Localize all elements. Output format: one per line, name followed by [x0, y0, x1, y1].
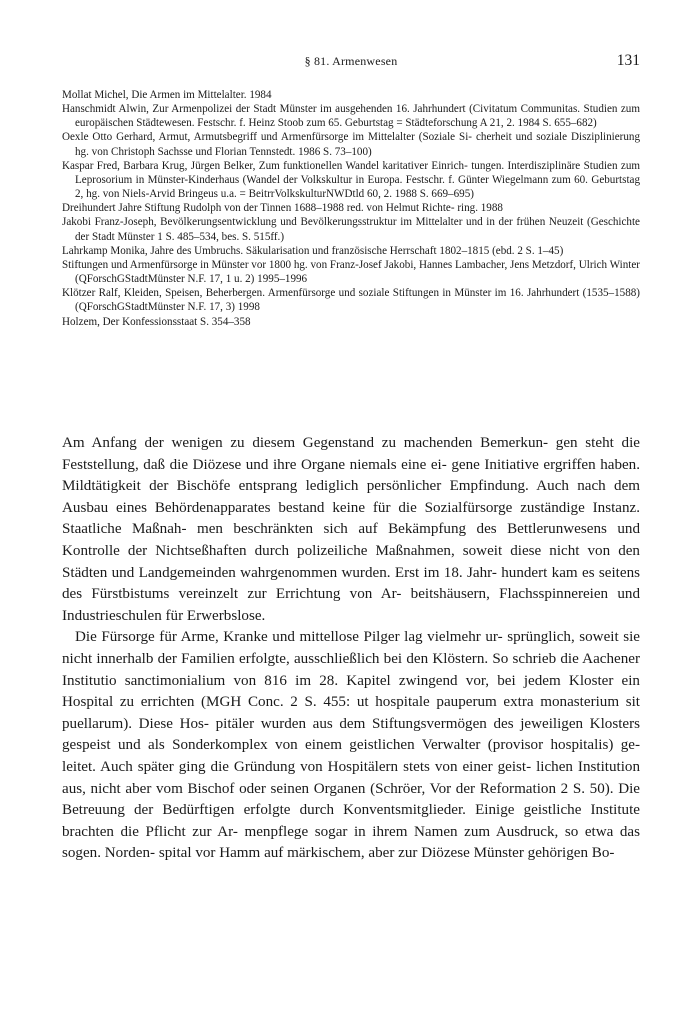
text-line: gene Initiative ergriffen haben. Mildtätigkeit der Bischöfe entsprang lediglich [62, 456, 641, 495]
entry-line: Lambacher, Jens Metzdorf, Ulrich Winter (QForschGStadtMünster N.F. 17, 1 u. 2) [75, 258, 640, 286]
bibliography-entry [62, 159, 640, 201]
text-line: Konventsmitglieder. Einige geistliche Institute brachten die Pflicht zur Ar- [62, 802, 640, 840]
bibliography-entry [62, 130, 640, 158]
entry-line: 1802–1815 (ebd. 2 S. 1–45) [439, 244, 564, 257]
text-line: sprünglich, soweit sie nicht innerhalb der Familien erfolgte, ausschließlich bei [62, 629, 640, 667]
entry-line: Holzem, Der Konfessionsstaat S. 354–358 [62, 315, 251, 328]
entry-line: Dreihundert Jahre Stiftung Rudolph von der Tinnen 1688–1988 red. von Helmut Richte- [62, 202, 455, 215]
entry-line: Oexle Otto Gerhard, Armut, Armutsbegriff und Armenfürsorge im Mittelalter (Soziale Si- [62, 131, 473, 144]
bibliography-list [62, 88, 640, 329]
page-number: 131 [616, 52, 640, 69]
text-line: und als Sonderkomplex von einem geistlichen Verwalter (provisor hospitalis) ge- [118, 737, 640, 754]
text-line: Am Anfang der wenigen zu diesem Gegenstand zu machenden Bemerkun- [62, 435, 549, 451]
bibliography-entry [62, 215, 640, 243]
text-line: den Klöstern. So schrieb die Aachener Institutio sanctimonialium von 816 im [62, 650, 640, 689]
text-line: der Nichtseßhaften durch polizeiliche Maßnahmen, soweit diese nicht von [127, 542, 611, 559]
entry-line: zum 65. Geburtstag = Städteforschung A 21, 2. 1984 S. 655–682) [306, 117, 597, 130]
text-line: beitshäusern, Flachsspinnereien und Industrieschulen für Erwerbslose. [62, 586, 640, 624]
text-line: pitäler wurden aus dem Stiftungsvermögen des jeweiligen Klosters gespeist [62, 715, 640, 754]
body-paragraph [62, 627, 640, 865]
bibliography-entry [62, 258, 640, 286]
entry-line: Mollat Michel, Die Armen im Mittelalter. 1984 [62, 89, 272, 101]
text-line: leitet. Auch später ging die Gründung von Hospitälern stets von einer geist- [62, 758, 532, 775]
text-line: Conc. 2 S. 455: ut hospitale pauperum extra monasterium sit puellarum). Diese Hos- [62, 694, 641, 732]
entry-line: 1986 S. 73–100) [298, 145, 372, 158]
text-line: hundert kam es seitens des Fürstbistums vereinzelt zur Errichtung von Ar- [62, 564, 640, 603]
bibliography-entry [62, 102, 640, 130]
entry-line: Klötzer Ralf, Kleiden, Speisen, Beherbergen. Armenfürsorge und soziale Stiftungen in [62, 287, 451, 300]
bibliography-entry [62, 286, 640, 314]
bibliography-entry [62, 88, 640, 102]
text-line: gen steht die Feststellung, daß die Diözese und ihre Organe niemals eine ei- [62, 435, 640, 473]
section-title: § 81. Armenwesen [304, 54, 398, 68]
entry-line: Stiftungen und Armenfürsorge in Münster vor 1800 hg. von Franz-Josef Jakobi, Hannes [62, 258, 453, 271]
body-text [62, 433, 640, 865]
text-line: persönlicher Empfindung. Auch nach dem Ausbau eines Behördenapparates [62, 478, 641, 516]
bibliography-entry [62, 244, 640, 258]
text-line: spital vor Hamm auf märkischem, aber zur Diözese Münster gehörigen Bo- [158, 845, 615, 862]
entry-line: (Civitatum Communitas. Studien zum europäischen Städtewesen. Festschr. f. Heinz Stoob [75, 103, 640, 130]
entry-line: cherheit und soziale Disziplinierung hg. von Christoph Sachsse und Florian Tennstedt. [75, 131, 640, 158]
entry-line: tungen. Interdisziplinäre Studien zum Leprosorium in Münster-Kinderhaus (Wandel der [75, 159, 641, 186]
text-line: Vor der Reformation 2 S. 50). Die Betreuung der Bedürftigen erfolgte durch [62, 780, 640, 819]
text-line: men beschränkten sich auf Bekämpfung des Bettlerunwesens und Kontrolle [62, 521, 640, 559]
body-paragraph [62, 433, 640, 627]
text-line: bestand keine für die Sozialfürsorge zuständige Instanz. Staatliche Maßnah- [62, 499, 640, 538]
entry-line: Niels-Arvid Bringeus u.a. = BeitrrVolkskulturNWDtld 60, 2. 1988 S. 669–695) [122, 188, 474, 201]
text-line: den Städten und Landgemeinden wahrgenommen wurden. Erst im 18. Jahr- [62, 542, 640, 581]
entry-line: Jakobi Franz-Joseph, Bevölkerungsentwicklung und Bevölkerungsstruktur im Mittelalter [62, 216, 463, 229]
bibliography-entry [62, 201, 640, 215]
entry-line: Volkskultur in Europa. Festschr. f. Günter Wiegelmann zum 60. Geburtstag 2, hg. von [75, 173, 640, 201]
entry-line: Kaspar Fred, Barbara Krug, Jürgen Belker, Zum funktionellen Wandel karitativer Einrich- [62, 159, 468, 172]
entry-line: Münster im 16. Jahrhundert (1535–1588) (QForschGStadtMünster N.F. 17, 3) 1998 [75, 287, 640, 314]
text-line: 28. Kapitel zwingend vor, bei jedem Kloster ein Hospital zu errichten (MGH [62, 672, 640, 711]
running-head [62, 52, 640, 74]
text-line: menpflege sogar in ihrem Namen zum Ausdruck, so etwa das sogen. Norden- [62, 823, 640, 862]
entry-line: 1995–1996 [257, 273, 308, 286]
entry-line: ring. 1988 [457, 202, 503, 215]
entry-line: Lahrkamp Monika, Jahre des Umbruchs. Säkularisation und französische Herrschaft [62, 244, 437, 257]
text-line: Die Fürsorge für Arme, Kranke und mittellose Pilger lag vielmehr ur- [75, 629, 503, 646]
bibliography-entry [62, 315, 640, 329]
entry-line: Hanschmidt Alwin, Zur Armenpolizei der Stadt Münster im ausgehenden 16. Jahrhundert [62, 103, 466, 116]
entry-line: und in der frühen Neuzeit (Geschichte der Stadt Münster 1 S. 485–534, bes. S. 515ff.) [75, 216, 640, 243]
text-line: lichen Institution aus, nicht aber vom Bischof oder seinen Organen (Schröer, [62, 758, 640, 797]
